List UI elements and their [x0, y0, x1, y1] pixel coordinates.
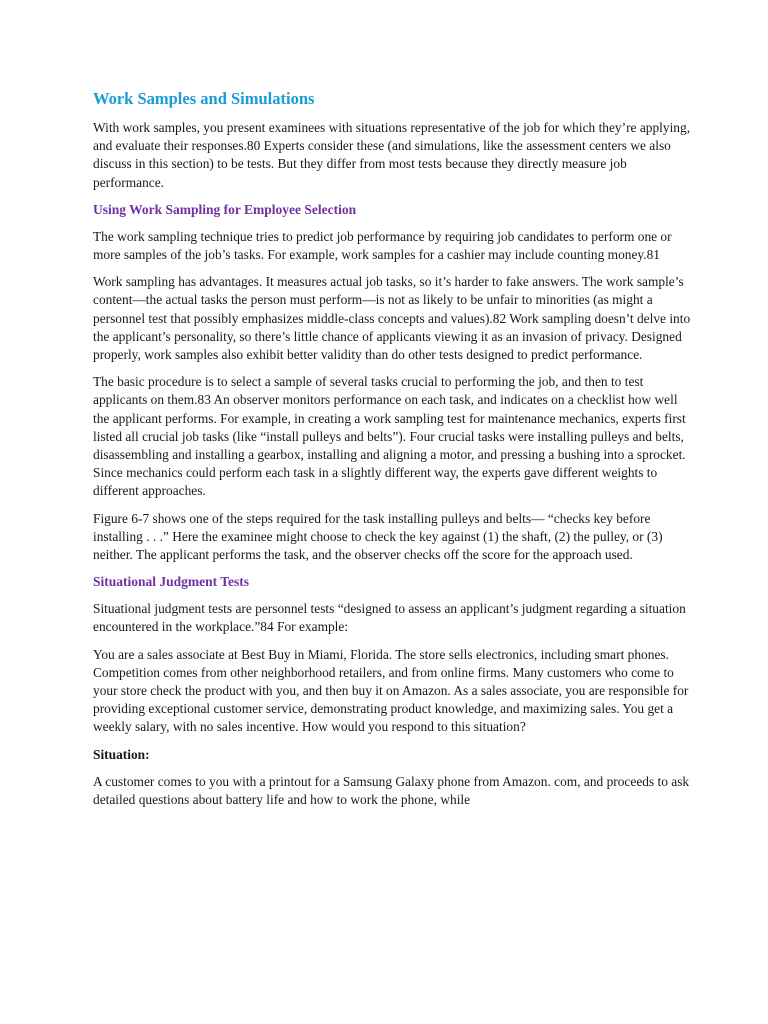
intro-paragraph: With work samples, you present examinees with situations representative of the job for which they’re applying, and evaluate their responses.80 Experts consider these (and simulations, like the assessment centers we also discuss in this section) to be tests. But they differ from most tests because they directly measure job performance.: [93, 120, 691, 190]
paragraph: A customer comes to you with a printout for a Samsung Galaxy phone from Amazon. com, and proceeds to ask detailed questions about battery life and how to work the phone, while: [93, 773, 690, 808]
section-heading-work-sampling: Using Work Sampling for Employee Selection: [93, 201, 357, 217]
page-title: Work Samples and Simulations: [93, 89, 315, 108]
section-heading-situational-judgment: Situational Judgment Tests: [93, 574, 250, 590]
paragraph: Figure 6-7 shows one of the steps required for the task installing pulleys and belts— “checks key before installing . . .” Here the examinee might choose to check the key against (1) the shaft, (2) the pulley, or (3) neither. The applicant performs the task, and the observer checks off the score for the approach used.: [93, 510, 663, 563]
situation-label: Situation:: [93, 746, 150, 762]
paragraph: Work sampling has advantages. It measures actual job tasks, so it’s harder to fake answers. The work sample’s content—the actual tasks the person must perform—is not as likely to be unfair to minorities (as might a personnel test that possibly emphasizes middle-class concepts and values).82 Work sampling doesn’t delve into the applicant’s personality, so there’s little chance of applicants viewing it as an invasion of privacy. Designed properly, work samples also exhibit better validity than do other tests designed to predict performance.: [93, 274, 691, 363]
paragraph: Situational judgment tests are personnel tests “designed to assess an applicant’s judgment regarding a situation encountered in the workplace.”84 For example:: [93, 601, 686, 635]
example-paragraph: You are a sales associate at Best Buy in Miami, Florida. The store sells electronics, including smart phones. Competition comes from other neighborhood retailers, and from online firms. Many customers who come to your store check the product with you, and then buy it on Amazon. As a sales associate, you are responsible for providing exceptional customer service, demonstrating product knowledge, and maximizing sales. You get a weekly salary, with no sales incentive. How would you respond to this situation?: [93, 646, 689, 735]
paragraph: The work sampling technique tries to predict job performance by requiring job candidates to perform one or more samples of the job’s tasks. For example, work samples for a cashier may include counting money.81: [93, 228, 672, 263]
paragraph: The basic procedure is to select a sample of several tasks crucial to performing the job, and then to test applicants on them.83 An observer monitors performance on each task, and indicates on a checklist how well the applicant performs. For example, in creating a work sampling test for maintenance mechanics, experts first listed all crucial job tasks (like “install pulleys and belts”). Four crucial tasks were installing pulleys and belts, disassembling and installing a gearbox, installing and aligning a motor, and pressing a bushing into a sprocket. Since mechanics could perform each task in a slightly different way, the experts gave different weights to different approaches.: [93, 374, 686, 499]
